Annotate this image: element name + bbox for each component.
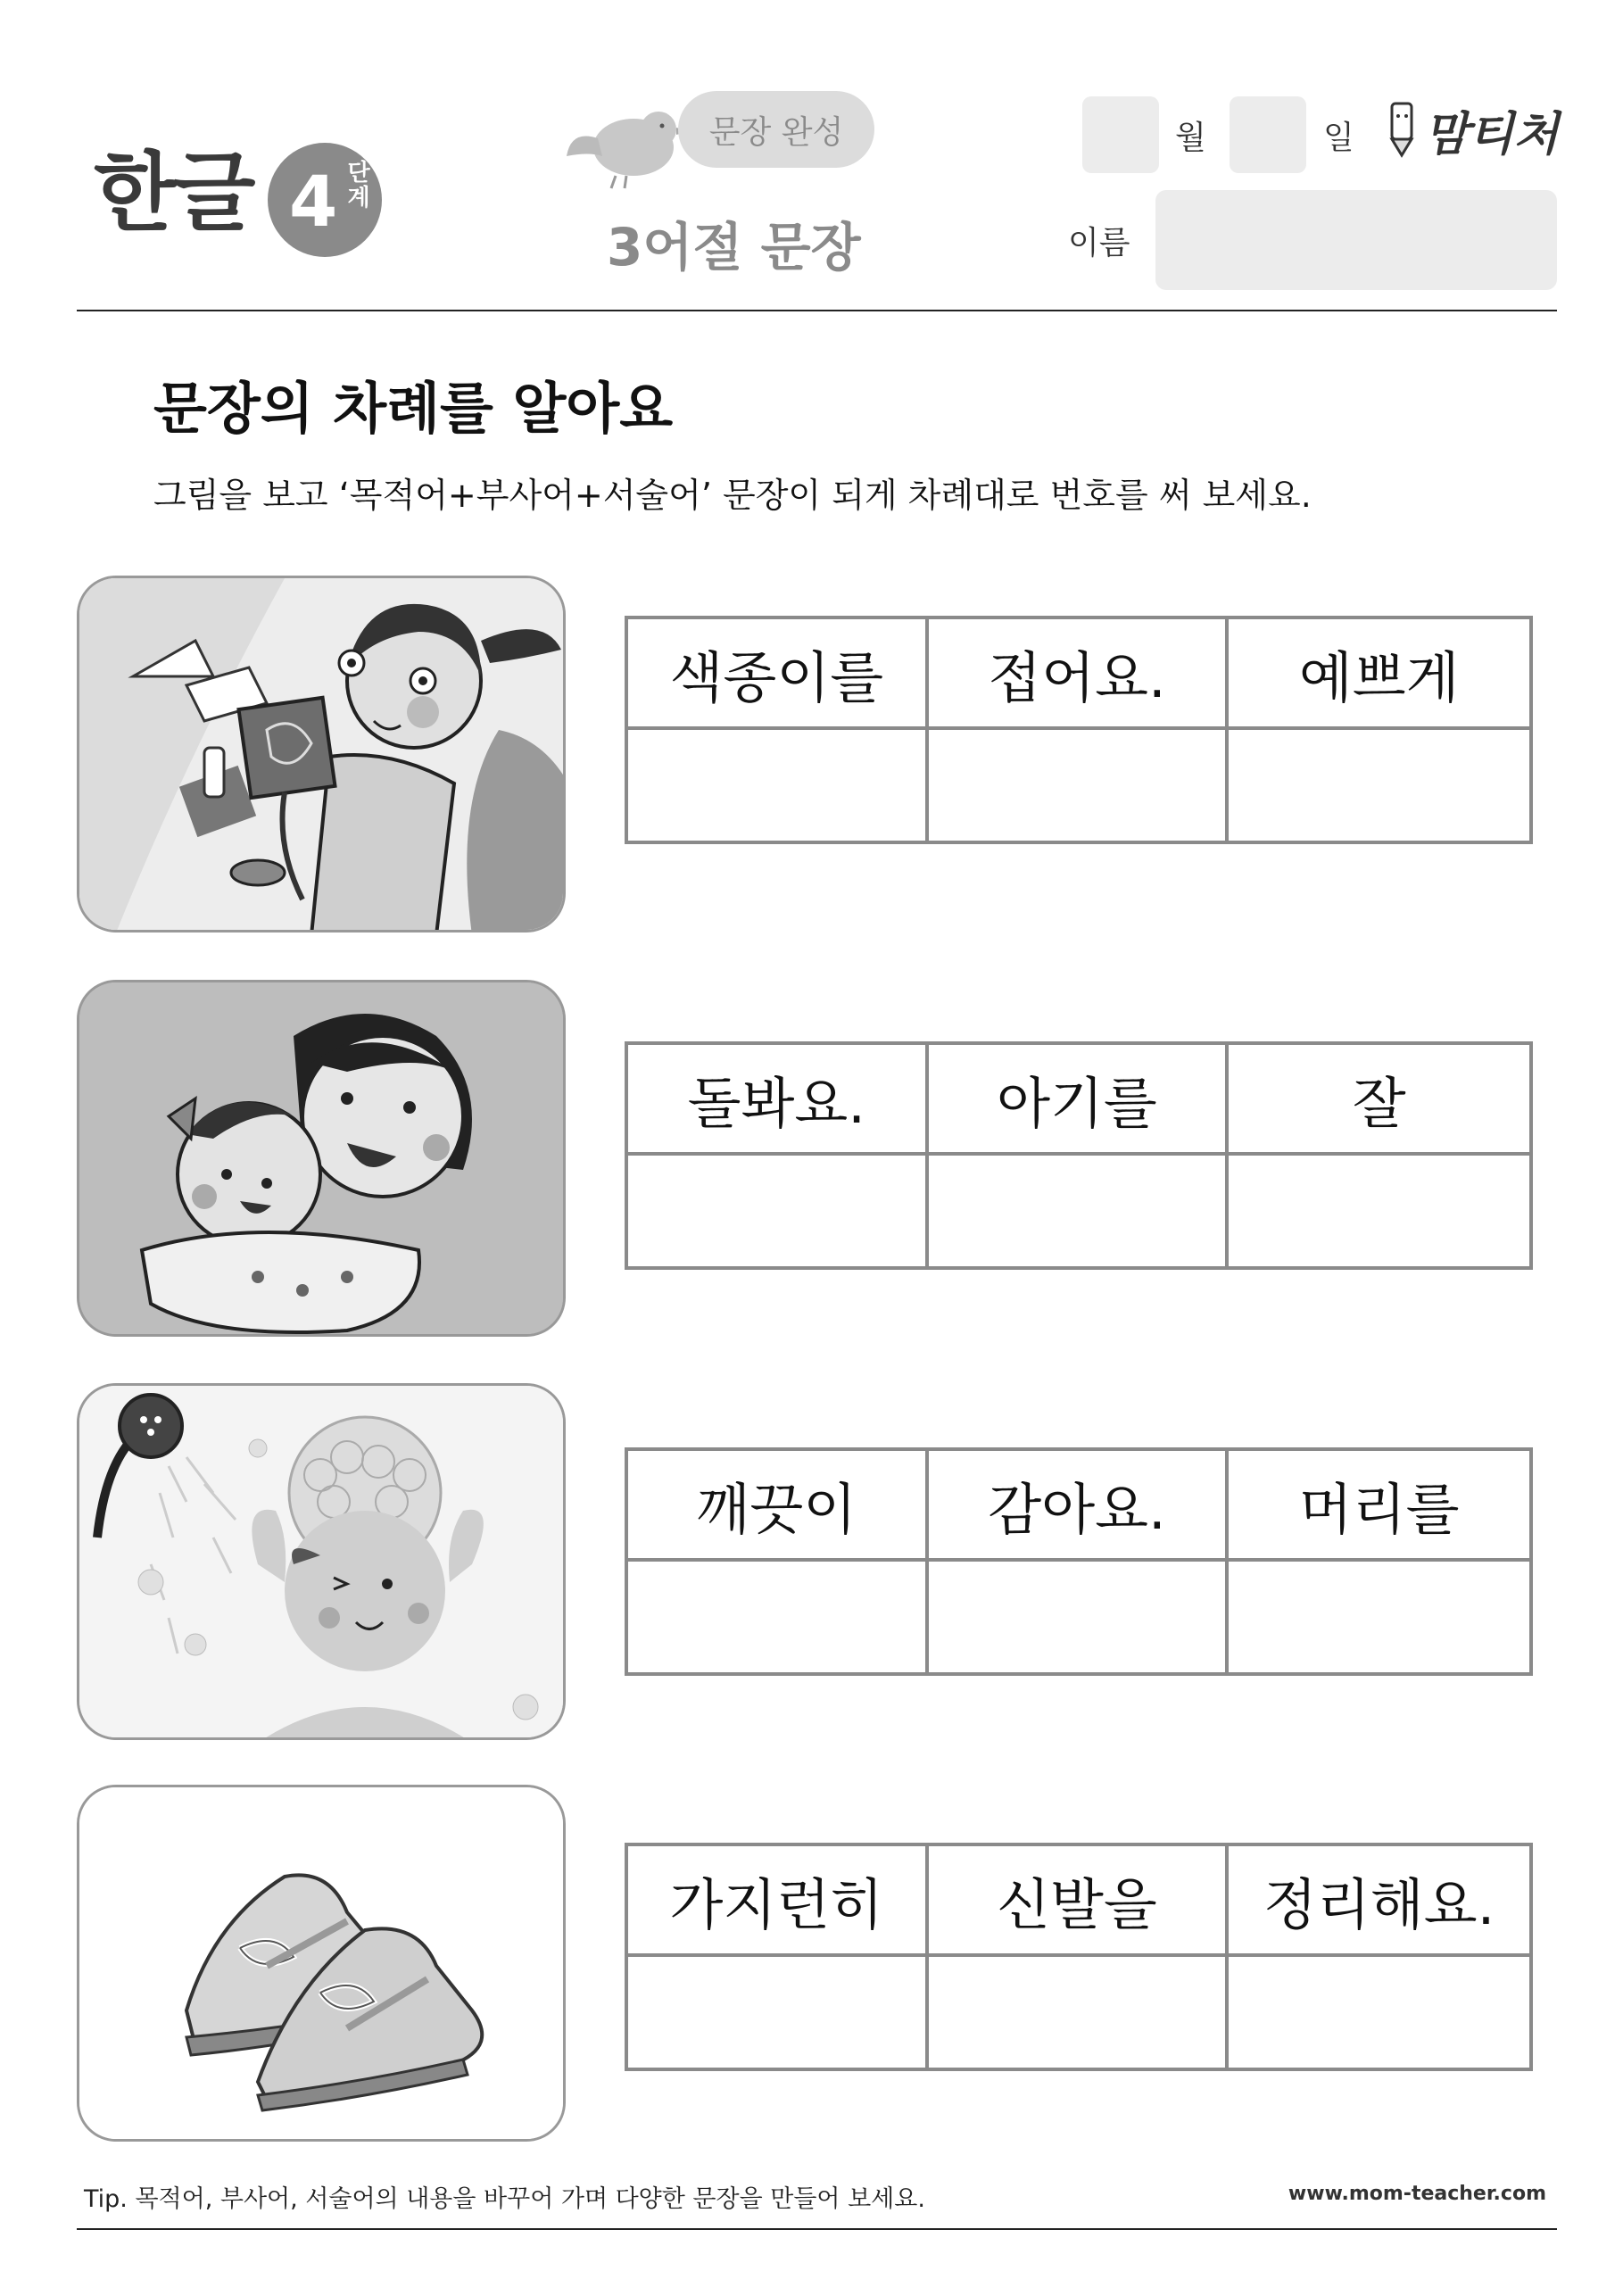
- tip-text: Tip. 목적어, 부사어, 서술어의 내용을 바꾸어 가며 다양한 문장을 만들어 보세요.: [84, 2185, 925, 2213]
- word-order-grid-3: [625, 1447, 1533, 1676]
- topic-title: 3어절 문장: [607, 217, 861, 278]
- picture-child-shower: [77, 1383, 566, 1740]
- logo-title: 한글: [94, 143, 253, 243]
- word-order-grid-1: [625, 616, 1533, 844]
- footer-divider: [77, 2228, 1557, 2230]
- day-input[interactable]: [1230, 96, 1306, 173]
- word-card: 정리해요.: [1229, 1846, 1529, 1957]
- answer-box[interactable]: [929, 1156, 1230, 1266]
- word-card: 접어요.: [929, 619, 1230, 730]
- website-link[interactable]: www.mom-teacher.com: [1288, 2183, 1546, 2205]
- answer-box[interactable]: [929, 1957, 1230, 2068]
- word-card: 색종이를: [628, 619, 929, 730]
- section-heading: 문장의 차례를 알아요: [153, 376, 674, 441]
- word-card: 잘: [1229, 1045, 1529, 1156]
- picture-sneakers: [77, 1785, 566, 2142]
- month-input[interactable]: [1082, 96, 1159, 173]
- picture-girl-paper-rose: [77, 576, 566, 932]
- pencil-mascot-icon: [1385, 96, 1420, 159]
- name-input[interactable]: [1155, 190, 1557, 290]
- month-label: 월: [1175, 120, 1206, 156]
- picture-mother-baby: [77, 980, 566, 1337]
- answer-box[interactable]: [1229, 1957, 1529, 2068]
- word-card: 신발을: [929, 1846, 1230, 1957]
- bird-icon: [562, 103, 687, 192]
- word-card: 감아요.: [929, 1451, 1230, 1562]
- answer-box[interactable]: [628, 1156, 929, 1266]
- name-label: 이름: [1068, 225, 1130, 261]
- word-order-grid-4: [625, 1843, 1533, 2071]
- answer-box[interactable]: [929, 730, 1230, 841]
- category-pill: 문장 완성: [678, 91, 874, 168]
- answer-box[interactable]: [1229, 730, 1529, 841]
- answer-box[interactable]: [929, 1562, 1230, 1672]
- brand-logo: 맘티처: [1424, 108, 1559, 162]
- level-unit: 단계: [347, 160, 370, 211]
- answer-box[interactable]: [1229, 1562, 1529, 1672]
- level-number: 4: [289, 162, 338, 243]
- word-card: 머리를: [1229, 1451, 1529, 1562]
- word-card: 돌봐요.: [628, 1045, 929, 1156]
- word-card: 예쁘게: [1229, 619, 1529, 730]
- word-card: 깨끗이: [628, 1451, 929, 1562]
- level-badge: [268, 143, 382, 257]
- word-card: 아기를: [929, 1045, 1230, 1156]
- word-order-grid-2: [625, 1041, 1533, 1270]
- instruction-text: 그림을 보고 ‘목적어+부사어+서술어’ 문장이 되게 차례대로 번호를 써 보세요.: [153, 476, 1312, 515]
- answer-box[interactable]: [628, 1562, 929, 1672]
- header-divider: [77, 310, 1557, 311]
- day-label: 일: [1323, 120, 1354, 156]
- word-card: 가지런히: [628, 1846, 929, 1957]
- answer-box[interactable]: [628, 1957, 929, 2068]
- answer-box[interactable]: [1229, 1156, 1529, 1266]
- answer-box[interactable]: [628, 730, 929, 841]
